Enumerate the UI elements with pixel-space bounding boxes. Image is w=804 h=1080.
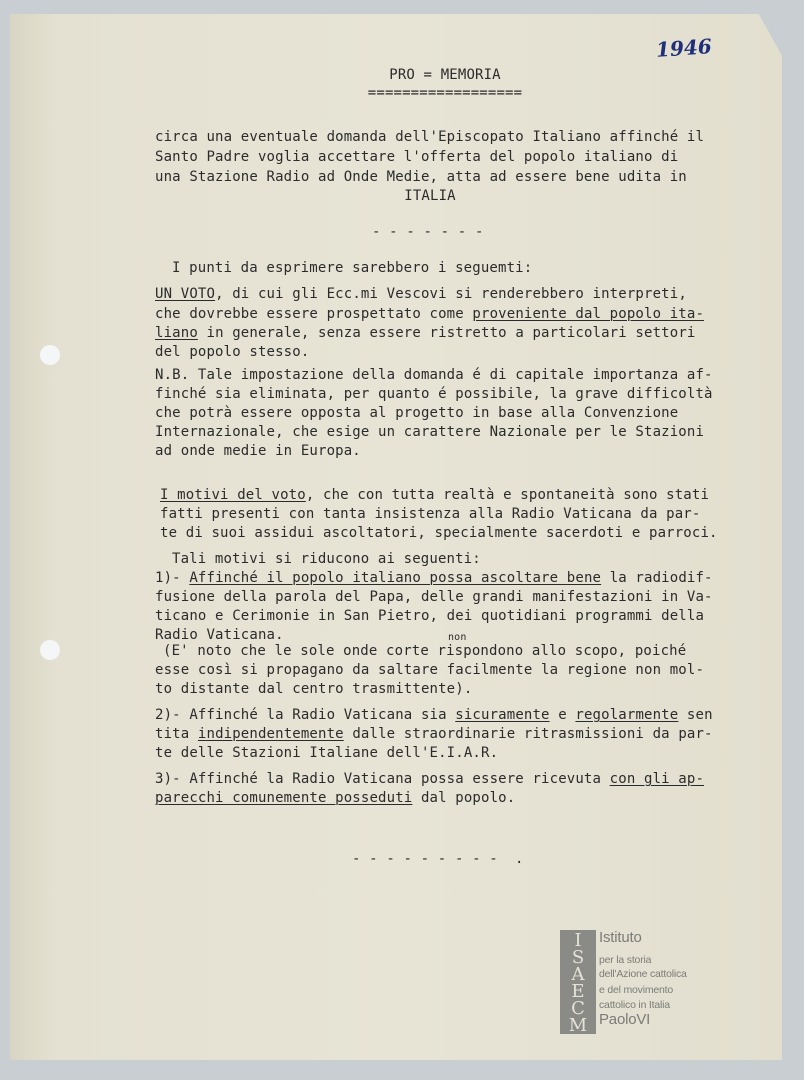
item1-line-1-rest: la radiodif- — [601, 570, 713, 586]
intro-line: circa una eventuale domanda dell'Episcopato Italiano affinché il — [155, 129, 705, 145]
separator-dashes: - - - - - - - — [372, 224, 484, 240]
handwritten-year: 1946 — [655, 34, 713, 62]
voto-line-3 — [155, 324, 695, 344]
voto-line-2 — [155, 305, 704, 325]
title-underline: ================== — [367, 85, 523, 101]
voto-lead: UN VOTO — [155, 286, 216, 302]
intro-line: una Stazione Radio ad Onde Medie, atta ad essere bene udita in — [155, 169, 687, 185]
item1-non-insertion: non — [448, 632, 467, 643]
logo-letter: C — [571, 998, 585, 1019]
isacem-logo-mark — [560, 930, 596, 1034]
logo-letter: I — [574, 930, 582, 951]
item2-line-2-c: dalle straordinarie ritrasmissioni da par- — [343, 726, 713, 742]
motivi-lead: I motivi del voto — [160, 487, 306, 503]
logo-letter: E — [571, 981, 585, 1002]
points-intro: I punti da esprimere sarebbero i seguemti: — [172, 260, 533, 276]
item1-line-2: fusione della parola del Papa, delle grandi manifestazioni in Va- — [155, 589, 713, 605]
nb-line: ad onde medie in Europa. — [155, 443, 361, 459]
item1-line-7: to distante dal centro trasmittente). — [155, 681, 473, 697]
logo-letter: M — [568, 1015, 588, 1034]
motivi-line-1-rest: , che con tutta realtà e spontaneità sono stati — [305, 487, 710, 503]
motivi-line-2: fatti presenti con tanta insistenza alla Radio Vaticana da par- — [160, 506, 701, 522]
closing-dashes: - - - - - - - - - . — [352, 851, 524, 867]
logo-letter: S — [571, 947, 585, 968]
item1-lead: Affinché il popolo italiano possa ascoltare bene — [189, 570, 602, 586]
logo-text-line: cattolico in Italia — [599, 999, 670, 1011]
nb-line: Internazionale, che esige un carattere Nazionale per le Stazioni — [155, 424, 705, 440]
logo-text-line: e del movimento — [599, 984, 674, 996]
item2-b: sicuramente — [455, 707, 550, 723]
item2-e: sen — [678, 707, 713, 723]
item2-line-2-a: tita — [155, 726, 198, 742]
item2-c: e — [549, 707, 576, 723]
logo-text-istituto: Istituto — [599, 929, 642, 946]
motivi-line-4: Tali motivi si riducono ai seguenti: — [172, 551, 481, 567]
voto-line-3-b: in generale, senza essere ristretto a particolari settori — [197, 325, 696, 341]
item2-line-3: te delle Stazioni Italiane dell'E.I.A.R. — [155, 745, 499, 761]
document-title: PRO = MEMORIA — [389, 67, 501, 83]
logo-letter: A — [571, 964, 585, 985]
item3-line-2 — [155, 789, 515, 809]
item2-line-2 — [155, 725, 713, 745]
item1-line-5: (E' noto che le sole onde corte rispondono allo scopo, poiché — [163, 643, 687, 659]
motivi-line-3: te di suoi assidui ascoltatori, specialmente sacerdoti e parroci. — [160, 525, 718, 541]
punch-hole-top — [40, 345, 60, 365]
nb-line: N.B. Tale impostazione della domanda é di capitale importanza af- — [155, 367, 713, 383]
item2-line-1 — [155, 706, 713, 726]
voto-line-2-b: proveniente dal popolo ita- — [472, 306, 705, 322]
item1-line-4: Radio Vaticana. — [155, 627, 284, 643]
voto-line-1 — [155, 285, 687, 305]
item1-line-3: ticano e Cerimonie in San Pietro, dei quotidiani programmi della — [155, 608, 705, 624]
voto-line-1-rest: , di cui gli Ecc.mi Vescovi si renderebbero interpreti, — [215, 286, 687, 302]
item3-line-1 — [155, 770, 704, 790]
item3-line-2-b: dal popolo. — [412, 790, 516, 806]
institute-logo — [560, 930, 710, 1036]
item1-line-1 — [155, 569, 713, 589]
punch-hole-bottom — [40, 640, 60, 660]
item1-line-6: esse così si propagano da saltare facilmente la regione non mol- — [155, 662, 705, 678]
logo-text-paolovi: PaoloVI — [599, 1011, 651, 1028]
voto-line-4: del popolo stesso. — [155, 344, 310, 360]
item1-number: 1)- — [155, 570, 190, 586]
nb-line: che potrà essere opposta al progetto in base alla Convenzione — [155, 405, 679, 421]
motivi-line-1 — [160, 486, 709, 506]
item2-line-2-b: indipendentemente — [197, 726, 344, 742]
intro-line: Santo Padre voglia accettare l'offerta del popolo italiano di — [155, 149, 679, 165]
logo-text-line: per la storia — [599, 954, 652, 966]
nb-line: finché sia eliminata, per quanto é possibile, la grave difficoltà — [155, 386, 713, 402]
item2-a: 2)- Affinché la Radio Vaticana sia — [155, 707, 456, 723]
voto-line-3-a: liano — [155, 325, 198, 341]
item3-a: 3)- Affinché la Radio Vaticana possa essere ricevuta — [155, 771, 610, 787]
logo-text-line: dell'Azione cattolica — [599, 968, 687, 980]
voto-line-2-a: che dovrebbe essere prospettato come — [155, 306, 473, 322]
item3-b: con gli ap- — [609, 771, 705, 787]
item2-d: regolarmente — [575, 707, 679, 723]
item3-line-2-a: parecchi comunemente posseduti — [155, 790, 413, 806]
intro-line-italia: ITALIA — [404, 188, 456, 204]
